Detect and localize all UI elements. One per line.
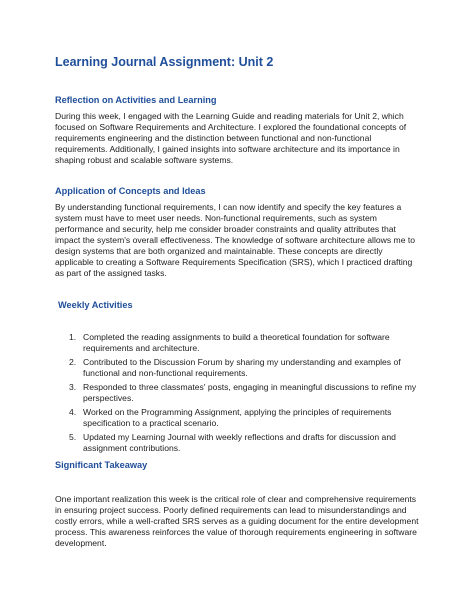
paragraph-line: design systems that are both organized and maintainable. These concepts are directly [55,246,383,256]
paragraph-line: applicable to creating a Software Requirements Specification (SRS), which I practiced drafting [55,257,413,267]
paragraph-line: focused on Software Requirements and Architecture. I explored the foundational concepts of [55,122,407,132]
list-item-line: perspectives. [83,393,134,403]
list-item-number: 4. [69,407,77,417]
list-item [55,332,435,354]
list-item-line: Worked on the Programming Assignment, applying the principles of requirements [83,407,392,417]
paragraph-line: process. This awareness reinforces the value of thorough requirements engineering in software [55,527,417,537]
paragraph-line: development. [55,538,107,548]
takeaway-paragraph [55,494,427,549]
list-item-line: Responded to three classmates' posts, engaging in meaningful discussions to refine my [83,382,417,392]
paragraph-line: as part of the assigned tasks. [55,268,167,278]
application-heading: Application of Concepts and Ideas [55,186,206,196]
paragraph-line: impact the system's overall effectiveness. The knowledge of software architecture allows me to [55,235,416,245]
paragraph-line: During this week, I engaged with the Learning Guide and reading materials for Unit 2, which [55,111,404,121]
paragraph-line: requirements. Additionally, I gained insights into software architecture and its importance in [55,144,400,154]
paragraph-line: By understanding functional requirements, I can now identify and specify the key features a [55,202,402,212]
paragraph-line: performance and security, help me consider broader constraints and quality attributes that [55,224,396,234]
list-item [55,407,435,429]
document-title: Learning Journal Assignment: Unit 2 [55,55,274,69]
list-item-line: requirements and architecture. [83,343,200,353]
list-item-line: assignment contributions. [83,443,181,453]
list-item [55,432,435,454]
list-item-line: Completed the reading assignments to build a theoretical foundation for software [83,332,390,342]
paragraph-line: costly errors, while a well-crafted SRS serves as a guiding document for the entire development [55,516,419,526]
list-item [55,357,435,379]
paragraph-line: requirements engineering and the distinction between functional and non-functional [55,133,372,143]
list-item-number: 3. [69,382,77,392]
list-item-number: 1. [69,332,77,342]
paragraph-line: shaping robust and scalable software systems. [55,155,234,165]
list-item-number: 5. [69,432,77,442]
reflection-heading: Reflection on Activities and Learning [55,95,217,105]
paragraph-line: in ensuring project success. Poorly defined requirements can lead to misunderstandings and [55,505,407,515]
list-item-number: 2. [69,357,77,367]
takeaway-heading: Significant Takeaway [55,460,148,470]
list-item [55,382,435,404]
application-paragraph [55,202,427,279]
weekly-activities-heading: Weekly Activities [58,300,133,310]
reflection-paragraph [55,111,427,166]
list-item-line: specification to a practical scenario. [83,418,219,428]
paragraph-line: system must have to meet user needs. Non-functional requirements, such as system [55,213,377,223]
paragraph-line: One important realization this week is the critical role of clear and comprehensive requirements [55,494,417,504]
list-item-line: Updated my Learning Journal with weekly reflections and drafts for discussion and [83,432,396,442]
list-item-line: functional and non-functional requirements. [83,368,248,378]
weekly-activities-list [55,332,435,457]
list-item-line: Contributed to the Discussion Forum by sharing my understanding and examples of [83,357,401,367]
